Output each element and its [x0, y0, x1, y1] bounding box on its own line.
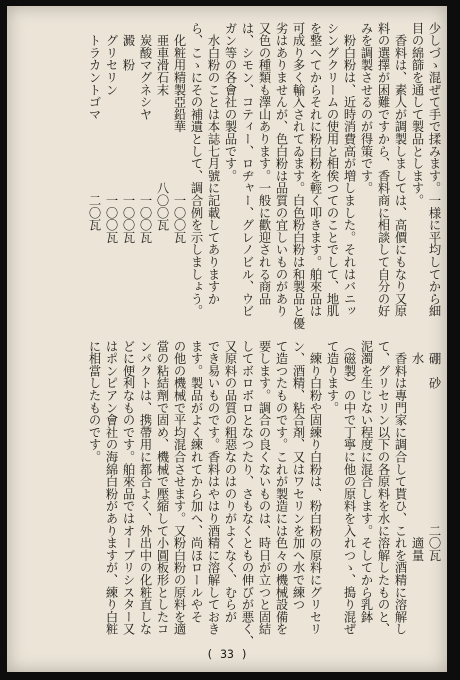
text-line: 少しづゝ混ぜて手で揉みます。一様に平均してから細 [427, 22, 441, 318]
text-line: て、グリセリン以下の各原料を水に溶解したものと、 [376, 340, 390, 636]
text-line: に相當したものです。 [87, 340, 101, 463]
text-line: どに便利なものです。舶來品ではオーブリシスター又 [121, 340, 135, 636]
text-line: 炭酸マグネシヤ 一〇〇瓦 [138, 22, 152, 244]
text-line: 又色の種類も澤山あります。一般に歡迎される商品 [257, 22, 271, 305]
text-line: は、シモン、コティー、ロヂャー、グレノビル、ウビ [240, 22, 254, 318]
text-line: 香料は、素人が調製しましては、高價にもなり又原 [393, 22, 407, 318]
text-line: ガン等の各會社の製品です。 [223, 22, 237, 182]
text-line: ン、酒精、粘合剤、又はワセリンを加へ水で練つ [291, 340, 305, 611]
text-line: 當の粘結劑で固め、機械で壓縮して小圓板形としたコ [155, 340, 169, 636]
text-line: でき易いものです。香料はやはり酒精に溶解しておき [206, 340, 220, 636]
text-line: 澱 粉 一〇〇瓦 [121, 22, 135, 244]
text-line: 水白粉のことは本誌七月號に記載してありますか [206, 22, 220, 305]
text-line: 亜車滑石末 八〇〇瓦 [155, 22, 169, 232]
text-line: の他の機械で平均混合させます。又粉白粉の原料を適 [172, 340, 186, 636]
text-line: 目の綿篩を通して製品とします。 [410, 22, 424, 207]
text-line: みを調製させるのが得策です。 [359, 22, 373, 195]
text-line: を整へてからそれに粉白粉を輕く叩きます。舶來品は [308, 22, 322, 318]
book-page [7, 6, 447, 672]
text-line: ンパクトは、携帶用に都合よく、外出中の化粧直しな [138, 340, 152, 636]
text-line: 硼 砂 二〇瓦 [427, 340, 441, 562]
text-line: 要します。調合の良くないものは、時日が立つと固結 [257, 340, 271, 636]
text-line: してボロボロとなつたり、さもなくともの伸びが悪く、 [240, 340, 254, 648]
text-line: 水 適量 [410, 340, 424, 562]
text-line: 練り白粉や固練り白粉は、粉白粉の原料にグリセリ [308, 340, 322, 636]
upper-text-block [85, 22, 442, 330]
text-line: シングクリームの使用と相俟つてのことでして、地肌 [325, 22, 339, 318]
text-line: グリセリン 一〇〇瓦 [104, 22, 118, 244]
text-line: て造つたものです。これが製造には色々の機械設備を [274, 340, 288, 636]
text-line: て造ります。 [325, 340, 339, 414]
text-line: はポンピアン會社の海綿白粉がありますが、練り白粧 [104, 340, 118, 636]
text-line: 劣はありませんが、色白粉は品質の宜しいものがあり [274, 22, 288, 318]
text-line: （磁製）の中で丁寧に他の原料を入れつゝ、搗り混ぜ [342, 340, 356, 636]
text-line: 粉白粉は、近時消費高が増しました。それはバニッ [342, 22, 356, 318]
text-line: 料の選擇が困難ですから、香料商に相談して自分の好 [376, 22, 390, 318]
lower-text-block [85, 340, 442, 648]
text-line: 香料は專門家に調合して貰ひ、これを酒精に溶解し [393, 340, 407, 636]
text-line: ます。製品がよく練れてから加へ、尚ほロールやそ [189, 340, 203, 623]
text-line: ら、こゝにその補遺として、調合例を示しましょう。 [189, 22, 203, 318]
page-number: ( 33 ) [206, 647, 248, 661]
text-line: 可成り多く輸入されてゐます。白色粉白粉は和製品と優 [291, 22, 305, 330]
text-line: 化粧用精製亞鉛華 一〇〇瓦 [172, 22, 186, 244]
text-line: トラカントゴマ 二〇瓦 [87, 22, 101, 232]
text-line: 又原料の品質の粗惡なのはのりがよくなく、むらが [223, 340, 237, 623]
text-line: 泥濁を生じない程度に混合します。そしてから乳鉢 [359, 340, 373, 623]
